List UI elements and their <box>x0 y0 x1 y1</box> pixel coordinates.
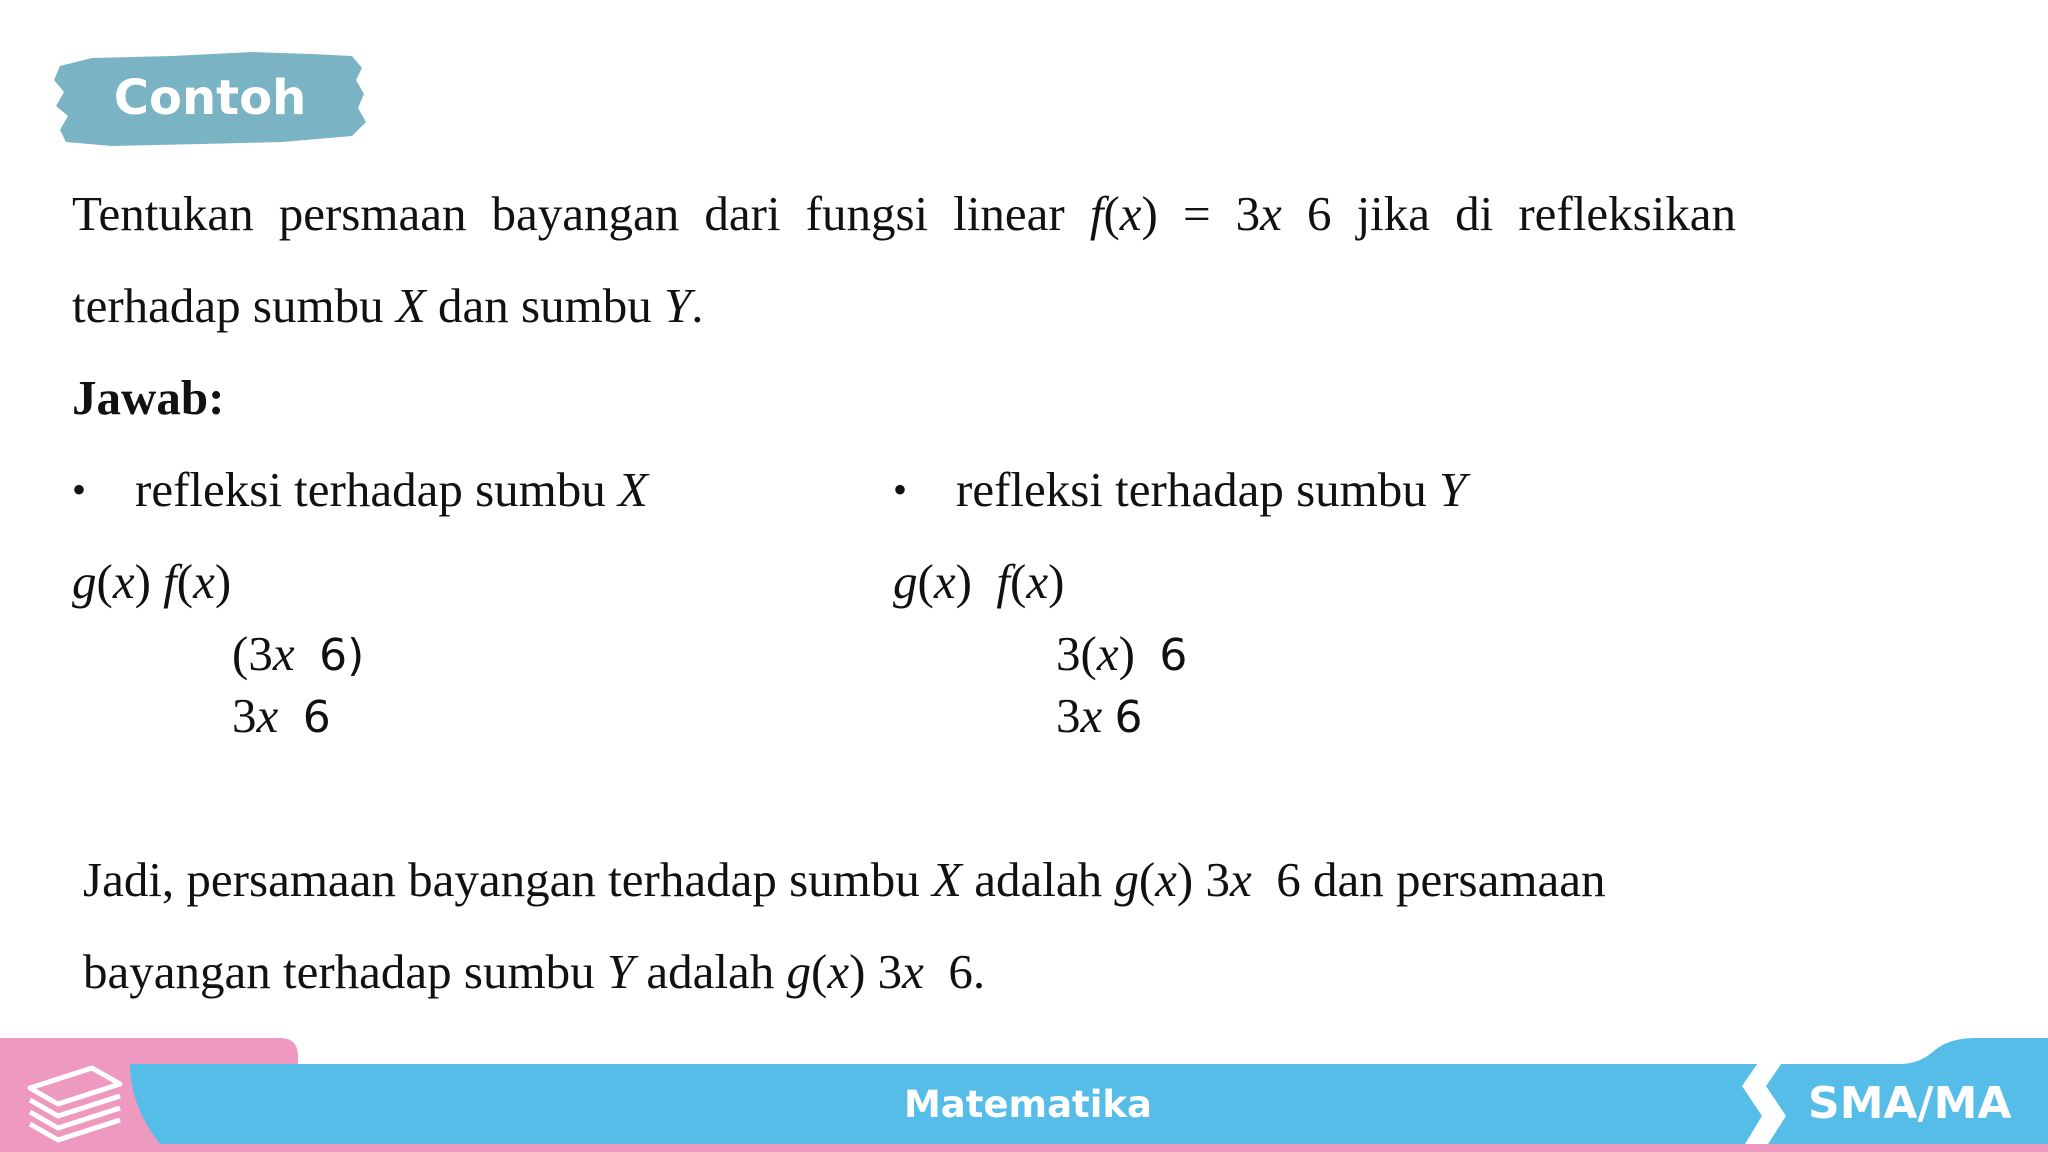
right-step-2: 3(x) 6 <box>1056 626 1188 681</box>
linear-term <box>1236 186 1282 241</box>
conclusion-line-1: Jadi, persamaan bayangan terhadap sumbu X adalah g(x) 3x 6 dan persamaan <box>83 852 1606 907</box>
word: dari <box>704 186 781 241</box>
footer-subject: Matematika <box>903 1083 1153 1126</box>
badge-label: Contoh <box>113 70 307 126</box>
word: bayangan <box>491 186 680 241</box>
axis-y: Y <box>663 278 692 333</box>
coefficient: 3 <box>1235 186 1261 241</box>
answer-heading: Jawab: <box>72 370 225 425</box>
word: linear <box>953 186 1065 241</box>
left-column-title: refleksi terhadap sumbu X <box>135 462 648 517</box>
problem-line-2: terhadap sumbu X dan sumbu Y. <box>72 278 704 333</box>
footer-level: SMA/MA <box>1808 1078 2012 1129</box>
left-step-1: g(x) f(x) <box>72 554 232 609</box>
function-expression: f(x) <box>1089 186 1158 241</box>
right-step-3: 3x 6 <box>1056 688 1143 743</box>
axis-x: X <box>618 462 648 517</box>
word: fungsi <box>805 186 929 241</box>
axis-y: Y <box>1439 462 1467 517</box>
right-step-1: g(x) f(x) <box>893 554 1065 609</box>
axis-x: X <box>395 278 426 333</box>
variable-x: x <box>1260 186 1282 241</box>
equals-sign: = <box>1182 186 1211 241</box>
left-step-2: (3x 6) <box>232 626 365 681</box>
contoh-badge <box>52 46 368 150</box>
conclusion-line-2: bayangan terhadap sumbu Y adalah g(x) 3x 6. <box>83 944 986 999</box>
left-step-3: 3x 6 <box>232 688 331 743</box>
variable-x: x <box>1119 186 1142 241</box>
right-column-title: refleksi terhadap sumbu Y <box>956 462 1467 517</box>
word: di <box>1455 186 1494 241</box>
word: jika <box>1356 186 1431 241</box>
bullet-icon: • <box>72 467 87 512</box>
word: Tentukan <box>72 186 254 241</box>
problem-line-1 <box>72 184 1736 244</box>
word: refleksikan <box>1518 186 1737 241</box>
function-symbol: f <box>1089 186 1104 241</box>
word: persmaan <box>278 186 467 241</box>
constant: 6 <box>1306 186 1332 241</box>
bullet-icon: • <box>893 467 908 512</box>
